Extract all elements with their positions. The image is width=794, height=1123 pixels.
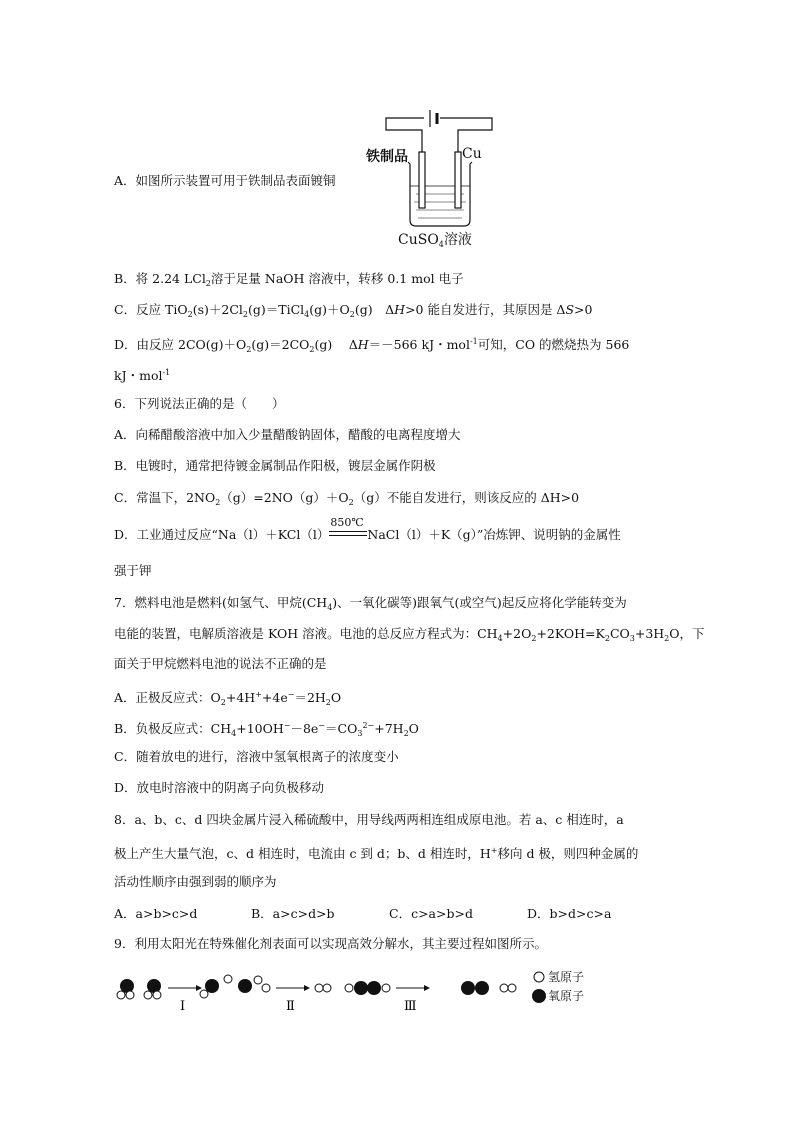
- hydrogen-atom: [126, 991, 134, 999]
- left-electrode-label: 铁制品: [366, 149, 408, 165]
- text-run: +2O: [502, 626, 532, 641]
- q6-option-a: A．向稀醋酸溶液中加入少量醋酸钠固体，醋酸的电离程度增大: [114, 427, 461, 442]
- hydrogen-atom: [153, 991, 161, 999]
- subscript: 2: [246, 345, 252, 354]
- text-run: 7．燃料电池是燃料(如氢气、甲烷(CH: [114, 595, 328, 610]
- subscript: 2: [187, 310, 193, 319]
- subscript: 4: [327, 603, 333, 612]
- italic-symbol: H: [357, 337, 369, 352]
- subscript: 2: [349, 310, 355, 319]
- solution-label-prefix: CuSO: [398, 232, 439, 248]
- superscript: -1: [469, 337, 478, 346]
- text-run: B．负极反应式：CH: [114, 721, 232, 736]
- text-run: 可知，CO 的燃烧热为 566: [477, 337, 630, 352]
- text-run: 移向 d 极，则四种金属的: [497, 846, 639, 861]
- q8-stem-line-1: 8．a、b、c、d 四块金属片浸入稀硫酸中，用导线两两相连组成原电池。若 a、c 相连时，a: [114, 812, 624, 827]
- reaction-condition: 850℃: [330, 516, 364, 529]
- text-run: O: [408, 721, 419, 736]
- italic-symbol: H: [394, 302, 406, 317]
- text-run: (g)＝TiCl: [248, 302, 305, 317]
- text-run: （g）=2NO（g）＋O: [220, 490, 349, 505]
- q8-option-d: D．b>d>c>a: [527, 906, 612, 921]
- italic-symbol: S: [565, 302, 575, 317]
- subscript: 2: [215, 498, 221, 507]
- text-run: ＝2H: [294, 690, 326, 705]
- arrowhead: [424, 985, 430, 991]
- text-run: 电能的装置，电解质溶液是 KOH 溶液。电池的总反应方程式为：CH: [114, 626, 498, 641]
- subscript: 2: [403, 729, 409, 738]
- q6-stem: 6．下列说法正确的是（ ）: [114, 396, 285, 411]
- equal-sign-line: [329, 531, 367, 532]
- superscript: -1: [162, 368, 171, 377]
- solution-label-suffix: 溶液: [443, 232, 472, 248]
- hydrogen-atom: [262, 984, 270, 992]
- water-splitting-diagram: [110, 968, 600, 1018]
- electroplating-apparatus: [360, 100, 500, 248]
- oxygen-atom: [461, 981, 475, 995]
- subscript: 2: [309, 345, 315, 354]
- text-run: C．常温下，2NO: [114, 490, 216, 505]
- text-run: B．将 2.24 LCl: [114, 271, 206, 286]
- q7-option-d: D．放电时溶液中的阴离子向负极移动: [114, 780, 325, 795]
- subscript: 4: [497, 634, 503, 643]
- arrowhead: [304, 985, 310, 991]
- text-run: +3H: [634, 626, 665, 641]
- q5-option-d-continued: [114, 364, 170, 385]
- subscript: 2: [242, 310, 248, 319]
- subscript: 2: [325, 698, 331, 707]
- q7-stem-line-1: [114, 594, 627, 617]
- text-run: (g)＝2CO: [251, 337, 310, 352]
- text-run: +4e: [261, 690, 288, 705]
- step-label-2: Ⅱ: [286, 999, 295, 1014]
- text-run: ＝－566 kJ・mol: [368, 337, 470, 352]
- oxygen-atom: [354, 981, 368, 995]
- text-run: CO: [609, 626, 630, 641]
- legend-hydrogen-label: 氢原子: [548, 970, 585, 984]
- superscript: 2−: [362, 721, 375, 730]
- q5-option-d: [114, 333, 629, 359]
- legend-oxygen-label: 氧原子: [548, 989, 585, 1003]
- q8-stem-line-2: [114, 842, 638, 863]
- text-run: >0: [574, 302, 593, 317]
- hydrogen-atom: [315, 984, 323, 992]
- text-run: ＝CO: [325, 721, 358, 736]
- hydrogen-atom: [500, 984, 508, 992]
- hydrogen-atom: [117, 991, 125, 999]
- hydrogen-atom: [508, 984, 516, 992]
- hydrogen-atom: [345, 984, 353, 992]
- subscript: 4: [231, 729, 237, 738]
- text-run: (g)＋O: [309, 302, 350, 317]
- q6-option-d: [114, 516, 621, 544]
- text-run: (s)＋2Cl: [192, 302, 243, 317]
- solution-label: [398, 229, 472, 249]
- text-run: NaCl（l）＋K（g）”冶炼钾、说明钠的金属性: [367, 527, 621, 542]
- step-label-1: Ⅰ: [180, 999, 186, 1014]
- subscript: 2: [604, 634, 610, 643]
- iron-electrode: [419, 152, 425, 208]
- step-label-3: Ⅲ: [404, 999, 417, 1014]
- q8-stem-line-3: 活动性顺序由强到弱的顺序为: [114, 874, 277, 889]
- oxygen-atom: [238, 979, 252, 993]
- q7-stem-line-2: [114, 625, 705, 648]
- solution-label-sub: 4: [438, 240, 444, 249]
- hydrogen-atom: [200, 990, 208, 998]
- text-run: －8e: [290, 721, 319, 736]
- q7-stem-line-3: 面关于甲烷燃料电池的说法不正确的是: [114, 656, 327, 671]
- legend-oxygen-symbol: [532, 989, 546, 1003]
- text-run: (g) Δ: [314, 337, 358, 352]
- q8-option-b: B．a>c>d>b: [251, 906, 335, 921]
- subscript: 2: [205, 279, 211, 288]
- hydrogen-atom: [224, 975, 232, 983]
- q7-option-b: [114, 717, 419, 743]
- text-run: +2KOH=K: [536, 626, 605, 641]
- text-run: C．反应 TiO: [114, 302, 188, 317]
- text-run: 极上产生大量气泡，c、d 相连时，电流由 c 到 d；b、d 相连时，H: [114, 846, 491, 861]
- q5-option-a: A．如图所示装置可用于铁制品表面镀铜: [114, 173, 336, 188]
- right-electrode-label: Cu: [462, 146, 482, 162]
- oxygen-atom: [475, 981, 489, 995]
- hydrogen-atom: [254, 976, 262, 984]
- q6-option-b: B．电镀时，通常把待镀金属制品作阳极，镀层金属作阴极: [114, 458, 436, 473]
- superscript: +: [490, 846, 498, 855]
- subscript: 3: [357, 729, 363, 738]
- hydrogen-atom: [382, 984, 390, 992]
- text-run: D．工业通过反应“Na（l）＋KCl（l）: [114, 527, 330, 542]
- subscript: 3: [629, 634, 635, 643]
- oxygen-atom: [367, 981, 381, 995]
- q5-option-b: [114, 270, 464, 293]
- arrowhead: [196, 985, 202, 991]
- text-run: 溶于足量 NaOH 溶液中，转移 0.1 mol 电子: [210, 271, 464, 286]
- superscript: +: [255, 690, 262, 699]
- subscript: 2: [664, 634, 670, 643]
- superscript: −: [283, 721, 291, 730]
- q8-option-a: A．a>b>c>d: [114, 906, 198, 921]
- subscript: 4: [304, 310, 310, 319]
- text-run: (g) Δ: [354, 302, 395, 317]
- q6-option-c: [114, 489, 579, 512]
- legend-hydrogen-symbol: [534, 972, 544, 982]
- text-run: A．正极反应式：O: [114, 690, 221, 705]
- q8-option-c: C．c>a>b>d: [389, 906, 473, 921]
- text-run: D．由反应 2CO(g)＋O: [114, 337, 247, 352]
- q9-stem: 9．利用太阳光在特殊催化剂表面可以实现高效分解水，其主要过程如图所示。: [114, 936, 547, 951]
- q5-option-c: [114, 301, 592, 324]
- q6-option-d-continued: 强于钾: [114, 563, 152, 578]
- subscript: 2: [348, 498, 354, 507]
- text-run: kJ・mol: [114, 368, 163, 383]
- text-run: O: [330, 690, 342, 705]
- text-run: （g）不能自发进行，则该反应的 ΔH>0: [353, 490, 580, 505]
- text-run: +10OH: [236, 721, 284, 736]
- q7-option-c: C．随着放电的进行，溶液中氢氧根离子的浓度变小: [114, 749, 399, 764]
- hydrogen-atom: [323, 984, 331, 992]
- text-run: )、一氧化碳等)跟氧气(或空气)起反应将化学能转变为: [332, 595, 627, 610]
- copper-electrode: [455, 152, 461, 208]
- superscript: −: [287, 690, 295, 699]
- superscript: −: [318, 721, 326, 730]
- subscript: 2: [531, 634, 537, 643]
- text-run: O，下: [669, 626, 705, 641]
- equal-sign-line: [329, 535, 367, 536]
- hydrogen-atom: [144, 991, 152, 999]
- reaction-arrow: [329, 516, 367, 541]
- text-run: +4H: [225, 690, 256, 705]
- text-run: +7H: [374, 721, 404, 736]
- text-run: >0 能自发进行，其原因是 Δ: [405, 302, 566, 317]
- subscript: 2: [220, 698, 226, 707]
- q7-option-a: [114, 686, 341, 712]
